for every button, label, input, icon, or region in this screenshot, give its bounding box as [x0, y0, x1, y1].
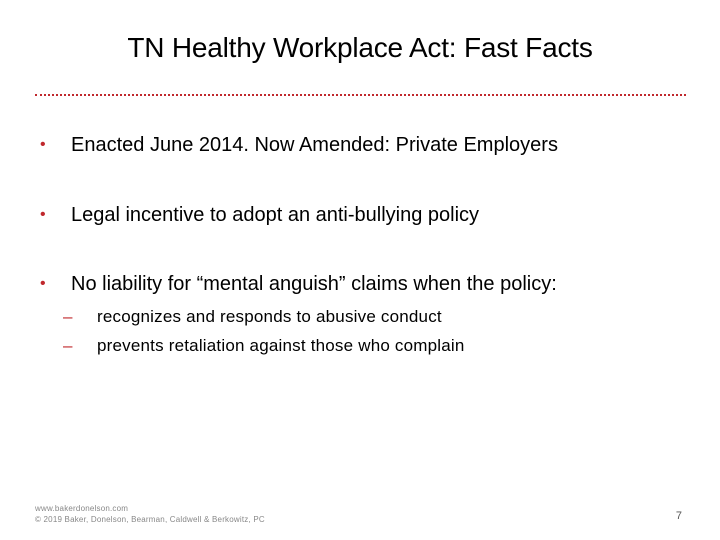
- subbullet-text: recognizes and responds to abusive conduct: [97, 307, 442, 326]
- bullet-text: Enacted June 2014. Now Amended: Private Employers: [71, 134, 558, 156]
- bullet-text: No liability for “mental anguish” claims when the policy:: [71, 273, 557, 295]
- title-divider: [35, 94, 686, 96]
- subbullet-item: [63, 331, 465, 360]
- bullet-item: [40, 130, 558, 160]
- footer: [35, 503, 265, 525]
- subbullet-item: [63, 302, 465, 331]
- subbullet-list: [63, 302, 465, 360]
- footer-website: www.bakerdonelson.com: [35, 504, 129, 513]
- bullet-dot-icon: •: [40, 275, 46, 292]
- bullet-dot-icon: •: [40, 206, 46, 223]
- bullet-item: [40, 200, 479, 230]
- page-number: 7: [675, 510, 682, 522]
- dash-icon: –: [63, 336, 73, 355]
- subbullet-text: prevents retaliation against those who complain: [97, 336, 465, 355]
- bullet-dot-icon: •: [40, 136, 46, 153]
- dash-icon: –: [63, 307, 73, 326]
- footer-copyright: © 2019 Baker, Donelson, Bearman, Caldwell & Berkowitz, PC: [35, 515, 265, 524]
- bullet-text: Legal incentive to adopt an anti-bullying policy: [71, 204, 480, 226]
- bullet-item: [40, 269, 557, 299]
- slide-title: TN Healthy Workplace Act: Fast Facts: [127, 32, 593, 63]
